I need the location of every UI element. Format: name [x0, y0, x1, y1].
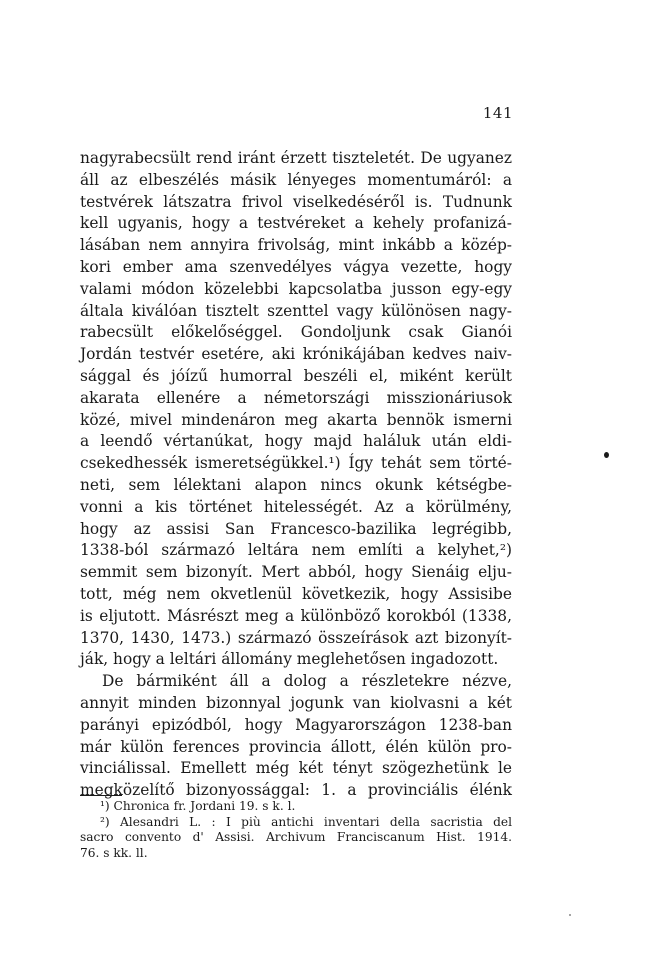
- footnote-line: ²) Alesandri L. : I più antichi inventari della sacristia del: [100, 814, 512, 829]
- footnote-line: ¹) Chronica fr. Jordani 19. s k. l.: [100, 799, 296, 813]
- body-line: De bármiként áll a dolog a részletekre nézve,: [102, 672, 512, 691]
- body-line: semmit sem bizonyít. Mert abból, hogy Sienáig elju-: [80, 563, 512, 582]
- footnotes: [80, 799, 512, 861]
- body-line: hogy az assisi San Francesco-bazilika legrégibb,: [80, 519, 512, 538]
- footnote-line: 76. s kk. ll.: [80, 845, 148, 860]
- body-text: [80, 148, 512, 802]
- body-line: általa kiválóan tisztelt szenttel vagy különösen nagy-: [80, 301, 512, 320]
- body-line: valami módon közelebbi kapcsolatba jusson egy-egy: [80, 279, 512, 298]
- body-line: rabecsült előkelőséggel. Gondoljunk csak Gianói: [80, 323, 512, 342]
- ink-dot-mark: [604, 452, 609, 458]
- footnote-line: sacro convento d' Assisi. Archivum Franciscanum Hist. 1914.: [80, 830, 512, 844]
- body-line: vonni a kis történet hitelességét. Az a körülmény,: [80, 497, 512, 516]
- body-line: Jordán testvér esetére, aki krónikájában kedves naiv-: [80, 345, 512, 364]
- body-line: parányi epizódból, hogy Magyarországon 1238-ban: [80, 715, 512, 734]
- body-line: 1338-ból származó leltára nem említi a kelyhet,²): [80, 541, 512, 560]
- body-line: kori ember ama szenvedélyes vágya vezette, hogy: [80, 257, 512, 276]
- body-line: a leendő vértanúkat, hogy majd haláluk után eldi-: [80, 432, 512, 451]
- page-number: 141: [482, 104, 513, 122]
- body-line: vinciálissal. Emellett még két tényt szögezhetünk le: [80, 759, 512, 778]
- speck-mark: [569, 914, 571, 916]
- body-line: közé, mivel mindenáron meg akarta bennök ismerni: [80, 410, 512, 429]
- body-line: testvérek látszatra frivol viselkedéséről is. Tudnunk: [80, 192, 512, 211]
- body-line: neti, sem lélektani alapon nincs okunk kétségbe-: [80, 475, 512, 494]
- body-line: annyit minden bizonnyal jogunk van kiolvasni a két: [80, 693, 512, 712]
- body-line: nagyrabecsült rend iránt érzett tiszteletét. De ugyanez: [80, 149, 512, 167]
- body-line: tott, még nem okvetlenül következik, hogy Assisibe: [80, 584, 512, 603]
- body-line: már külön ferences provincia állott, élén külön pro-: [80, 737, 512, 756]
- body-line: lásában nem annyira frivolság, mint inkább a közép-: [80, 236, 512, 255]
- body-line: megközelítő bizonyossággal: 1. a provinciális élénk: [80, 781, 512, 800]
- footnote-divider: [80, 795, 122, 796]
- body-line: is eljutott. Másrészt meg a különböző korokból (1338,: [80, 606, 512, 625]
- body-line: kell ugyanis, hogy a testvéreket a kehely profanizá-: [80, 214, 512, 233]
- body-line: sággal és jóízű humorral beszéli el, miként került: [80, 366, 512, 385]
- body-line: 1370, 1430, 1473.) származó összeírások azt bizonyít-: [80, 628, 512, 647]
- body-line: áll az elbeszélés másik lényeges momentumáról: a: [80, 170, 512, 189]
- body-line: ják, hogy a leltári állomány meglehetősen ingadozott.: [80, 650, 499, 669]
- body-line: akarata ellenére a németországi misszionáriusok: [80, 388, 512, 407]
- body-line: csekedhessék ismeretségükkel.¹) Így tehát sem törté-: [80, 454, 512, 473]
